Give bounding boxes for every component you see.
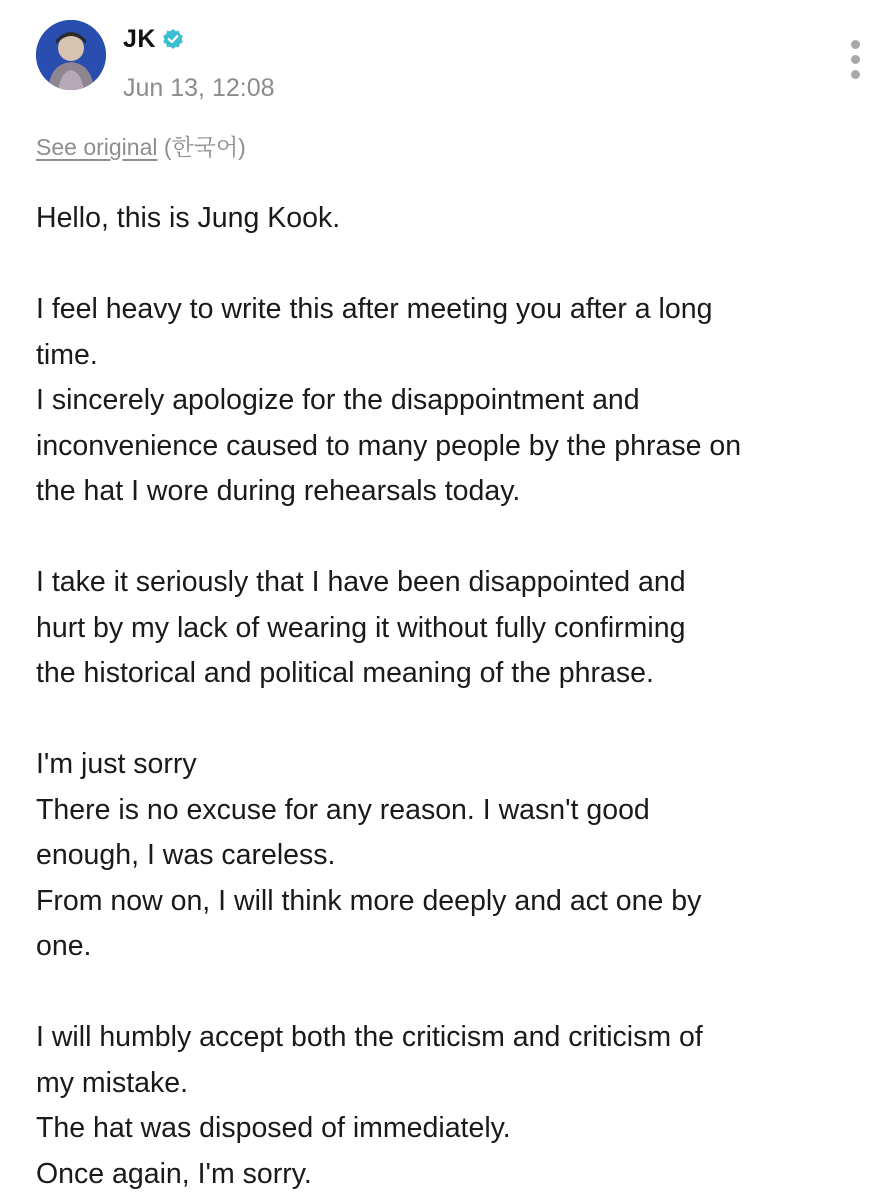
post-body xyxy=(36,196,876,1197)
avatar[interactable] xyxy=(36,20,106,90)
post-text-line: Hello, this is Jung Kook. xyxy=(36,202,341,234)
post-text-line: I feel heavy to write this after meeting you after a long xyxy=(36,293,713,325)
author-row xyxy=(123,22,184,56)
post-text-line: one. xyxy=(36,930,92,962)
post-text-line: There is no excuse for any reason. I wasn't good xyxy=(36,793,650,826)
paragraph-gap xyxy=(36,970,876,1016)
paragraph-gap xyxy=(36,242,876,288)
paragraph-gap xyxy=(36,697,876,743)
post-text-line: time. xyxy=(36,338,98,371)
original-language-label: (한국어) xyxy=(163,134,246,160)
verified-badge-icon xyxy=(162,28,184,50)
translation-row xyxy=(36,132,246,162)
avatar-image xyxy=(36,20,106,90)
paragraph-gap xyxy=(36,515,876,561)
post-timestamp: Jun 13, 12:08 xyxy=(123,74,275,102)
post-text-line: I'm just sorry xyxy=(36,748,197,780)
post-text-line: From now on, I will think more deeply and act one by xyxy=(36,884,702,917)
post-text-line: my mistake. xyxy=(36,1066,189,1099)
post-text-line: Once again, I'm sorry. xyxy=(36,1157,312,1190)
post-text-line: inconvenience caused to many people by the phrase on xyxy=(36,429,742,462)
post-header xyxy=(36,18,876,102)
more-vertical-icon[interactable] xyxy=(848,40,862,100)
post-text-line: The hat was disposed of immediately. xyxy=(36,1112,511,1144)
post-text-line: enough, I was careless. xyxy=(36,839,336,871)
post-text-line: the historical and political meaning of the phrase. xyxy=(36,657,654,689)
see-original-link[interactable]: See original xyxy=(36,134,158,160)
post-text-line: I take it seriously that I have been disappointed and xyxy=(36,566,686,598)
post-text-line: hurt by my lack of wearing it without fully confirming xyxy=(36,611,686,644)
post-text-line: the hat I wore during rehearsals today. xyxy=(36,475,521,507)
post-text-line: I sincerely apologize for the disappointment and xyxy=(36,384,640,416)
author-name[interactable]: JK xyxy=(123,24,156,53)
post-text-line: I will humbly accept both the criticism and criticism of xyxy=(36,1021,703,1053)
